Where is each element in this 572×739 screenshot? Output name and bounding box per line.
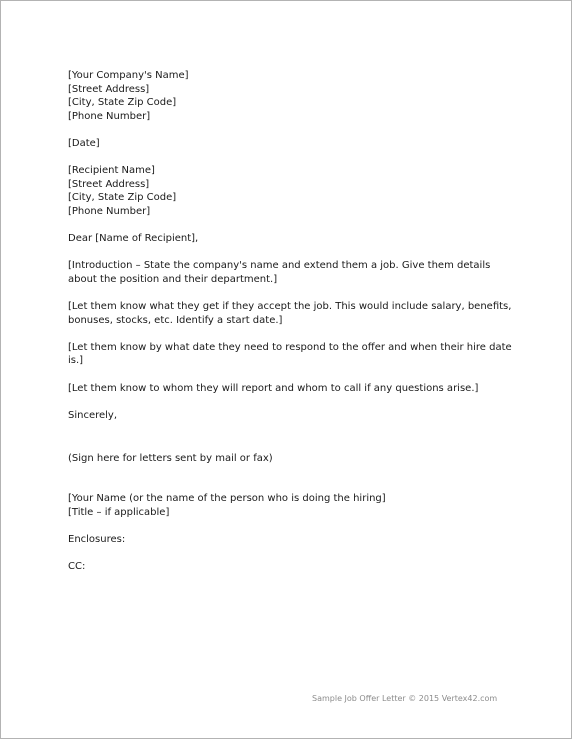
recipient-city-state-zip: [City, State Zip Code] bbox=[68, 192, 177, 204]
cc-label: CC: bbox=[68, 561, 86, 572]
signer-name: [Your Name (or the name of the person who is doing the hiring] bbox=[68, 493, 386, 505]
sender-phone: [Phone Number] bbox=[68, 110, 151, 122]
signer-title: [Title – if applicable] bbox=[68, 506, 170, 518]
recipient-street-address: [Street Address] bbox=[68, 178, 150, 190]
recipient-address bbox=[68, 164, 518, 218]
paragraph-introduction: [Introduction – State the company's name and extend them a job. Give them details about the position and their department.] bbox=[68, 260, 491, 285]
recipient-phone: [Phone Number] bbox=[68, 205, 151, 217]
sender-street-address: [Street Address] bbox=[68, 83, 150, 95]
letter-date: [Date] bbox=[68, 137, 100, 149]
paragraph-reporting: [Let them know to whom they will report and whom to call if any questions arise.] bbox=[68, 382, 479, 394]
letter-body bbox=[68, 69, 518, 574]
salutation: Dear [Name of Recipient], bbox=[68, 233, 199, 245]
sender-address bbox=[68, 69, 518, 123]
closing: Sincerely, bbox=[68, 409, 118, 421]
sender-company-name: [Your Company's Name] bbox=[68, 70, 189, 81]
sender-city-state-zip: [City, State Zip Code] bbox=[68, 97, 177, 109]
signature-note: (Sign here for letters sent by mail or fax) bbox=[68, 453, 273, 465]
enclosures-label: Enclosures: bbox=[68, 533, 126, 545]
signer-block bbox=[68, 492, 518, 519]
footer-copyright: Sample Job Offer Letter © 2015 Vertex42.com bbox=[312, 694, 498, 703]
paragraph-response-date: [Let them know by what date they need to respond to the offer and when their hire date is.] bbox=[68, 341, 512, 367]
paragraph-benefits: [Let them know what they get if they accept the job. This would include salary, benefits, bonuses, stocks, etc. Identify a start date.] bbox=[68, 301, 512, 326]
recipient-name: [Recipient Name] bbox=[68, 165, 155, 177]
